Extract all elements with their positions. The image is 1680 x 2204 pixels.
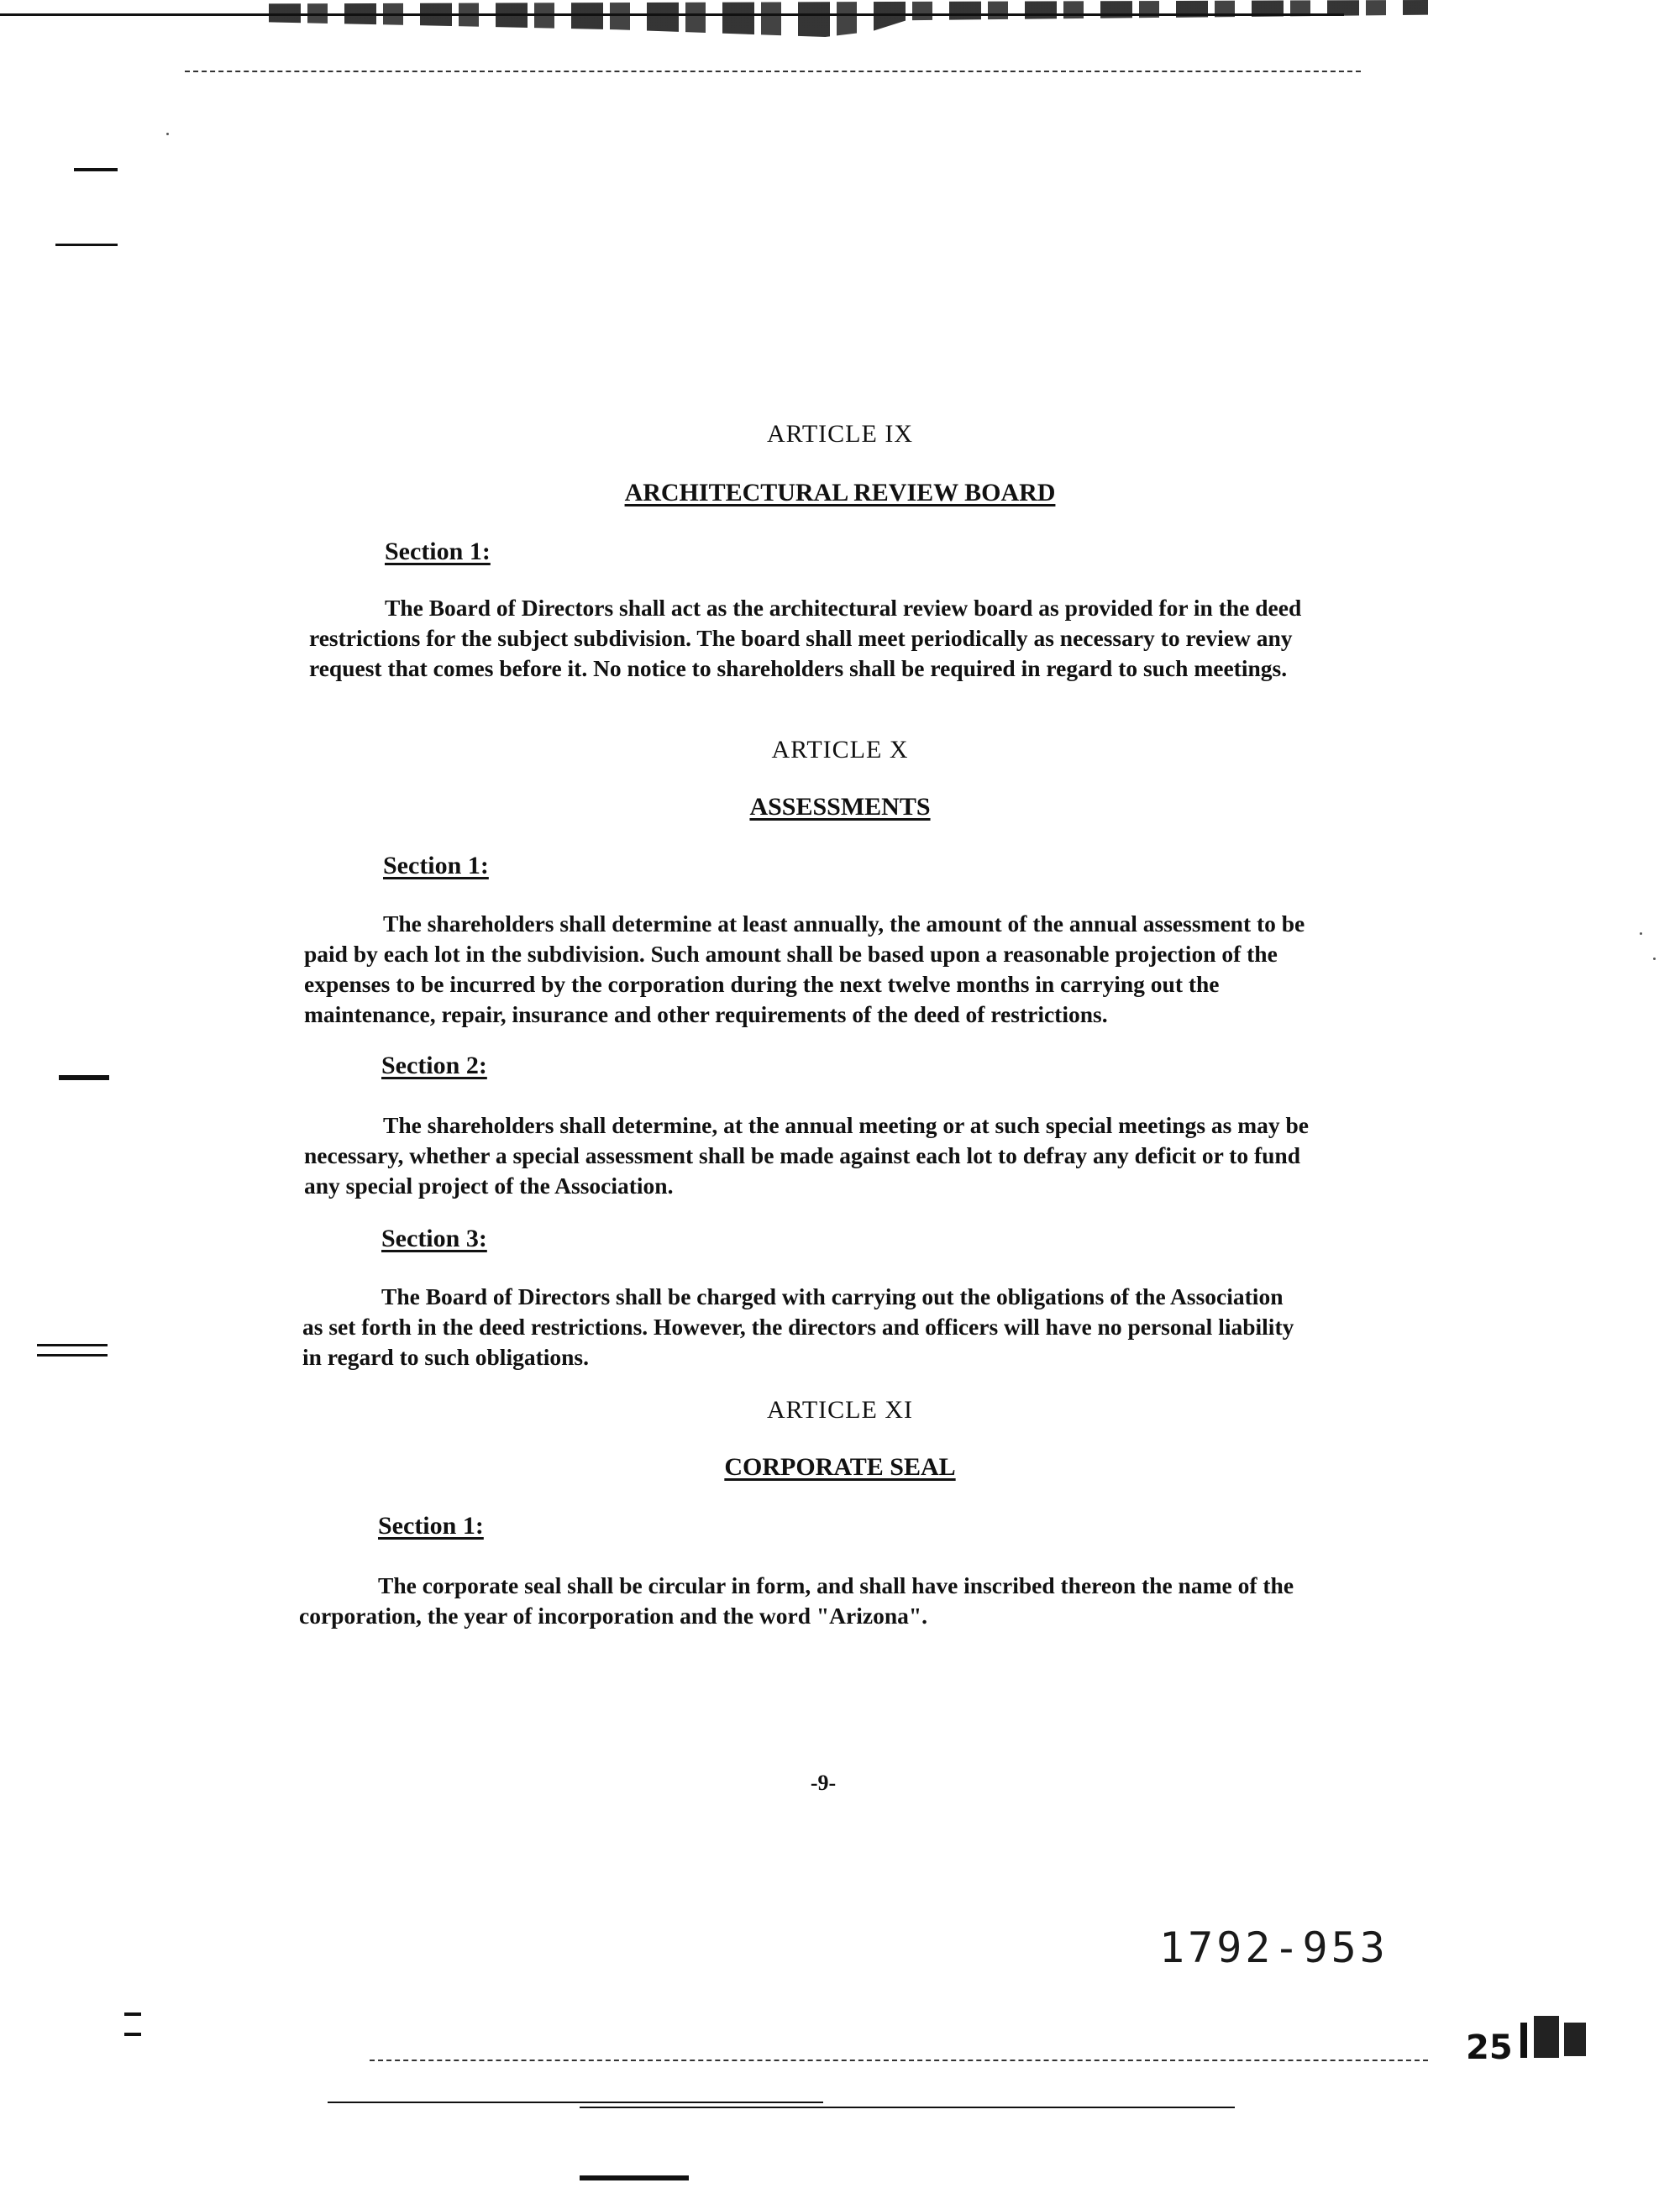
scan-bottom-rule <box>580 2107 1235 2108</box>
article-9-title <box>0 479 1680 507</box>
document-number: 1792-953 <box>1159 1923 1389 1972</box>
stamp-number: 25 <box>1466 2028 1513 2067</box>
article-11-section-1-label: Section 1: <box>378 1512 484 1540</box>
margin-mark <box>37 1344 108 1346</box>
article-10-section-3-label: Section 3: <box>381 1225 487 1252</box>
stamp-mark <box>1564 2023 1586 2056</box>
article-10-title-text: ASSESSMENTS <box>749 793 931 821</box>
text-line: restrictions for the subject subdivision. The board shall meet periodically as necessary to review any <box>309 625 1293 651</box>
article-10-section-1-label: Section 1: <box>383 852 489 879</box>
margin-mark <box>55 244 118 246</box>
article-9-heading: ARTICLE IX <box>766 420 913 448</box>
text-line: The corporate seal shall be circular in form, and shall have inscribed thereon the name of the <box>378 1572 1294 1598</box>
margin-mark <box>37 1354 108 1357</box>
margin-mark <box>59 1075 109 1080</box>
article-11-heading: ARTICLE XI <box>766 1396 913 1424</box>
article-10-section-3-text <box>302 1282 1344 1372</box>
text-line: necessary, whether a special assessment shall be made against each lot to defray any deficit or to fund <box>304 1142 1301 1168</box>
article-10-section-1-text <box>304 909 1346 1030</box>
scan-dashes-bottom <box>370 2060 1428 2061</box>
stamp-mark <box>1520 2023 1527 2058</box>
margin-mark <box>124 2033 141 2036</box>
text-line: any special project of the Association. <box>304 1173 674 1199</box>
text-line: The Board of Directors shall act as the architectural review board as provided for in the deed <box>385 595 1302 621</box>
scan-dashes-top <box>185 71 1361 72</box>
scan-top-noise <box>269 0 1428 37</box>
scan-speck <box>1653 958 1656 960</box>
text-line: maintenance, repair, insurance and other requirements of the deed of restrictions. <box>304 1001 1108 1027</box>
stamp-mark <box>1534 2016 1559 2058</box>
text-line: in regard to such obligations. <box>302 1344 589 1370</box>
article-10-title <box>0 793 1680 821</box>
scan-top-rule <box>0 13 1344 16</box>
page-number: -9- <box>810 1771 837 1795</box>
scan-bottom-rule <box>580 2175 689 2180</box>
scan-bottom-rule <box>328 2102 823 2103</box>
text-line: as set forth in the deed restrictions. However, the directors and officers will have no personal liability <box>302 1314 1294 1340</box>
article-11-section-1-text <box>299 1571 1341 1631</box>
text-line: expenses to be incurred by the corporation during the next twelve months in carrying out the <box>304 971 1220 997</box>
article-10-heading: ARTICLE X <box>771 736 909 764</box>
scan-speck <box>1640 932 1642 935</box>
text-line: The shareholders shall determine at least annually, the amount of the annual assessment to be <box>383 910 1305 937</box>
article-9-section-1-text <box>309 593 1341 684</box>
text-line: The Board of Directors shall be charged with carrying out the obligations of the Association <box>381 1283 1284 1309</box>
text-line: corporation, the year of incorporation and the word "Arizona". <box>299 1603 928 1629</box>
text-line: paid by each lot in the subdivision. Such amount shall be based upon a reasonable projection of the <box>304 941 1278 967</box>
article-9-section-1-label: Section 1: <box>385 538 491 565</box>
article-10-section-2-text <box>304 1110 1346 1201</box>
article-10-section-2-label: Section 2: <box>381 1052 487 1079</box>
article-11-title <box>0 1453 1680 1482</box>
scan-speck <box>166 133 169 135</box>
margin-mark <box>74 168 118 171</box>
article-11-title-text: CORPORATE SEAL <box>724 1453 956 1481</box>
article-9-title-text: ARCHITECTURAL REVIEW BOARD <box>624 479 1056 506</box>
text-line: request that comes before it. No notice to shareholders shall be required in regard to such meetings. <box>309 655 1288 681</box>
margin-mark <box>124 2012 141 2016</box>
text-line: The shareholders shall determine, at the annual meeting or at such special meetings as may be <box>383 1112 1310 1138</box>
